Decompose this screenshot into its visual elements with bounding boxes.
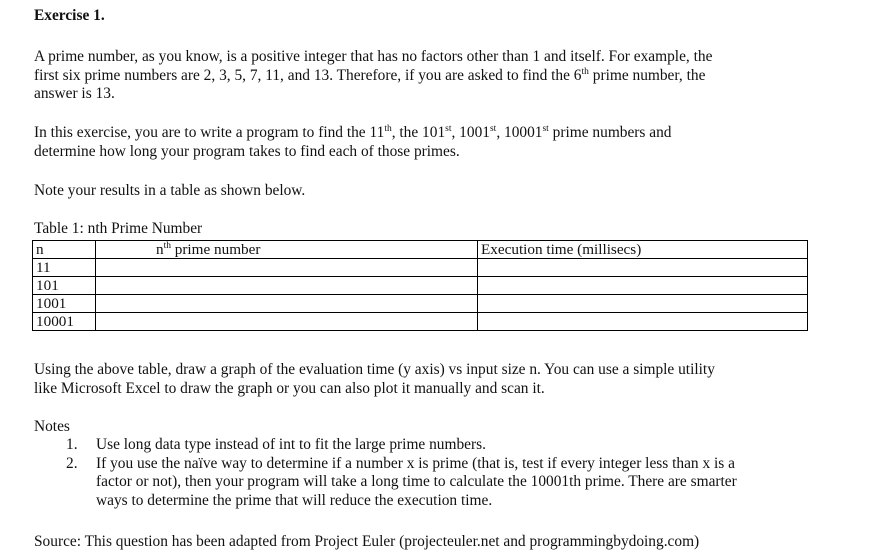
note-2-line-1: If you use the naïve way to determine if a number x is prime (that is, test if every integer less than x is a	[96, 454, 735, 472]
source-line: Source: This question has been adapted from Project Euler (projecteuler.net and programmingbydoing.com)	[34, 533, 700, 550]
table-row	[33, 259, 808, 277]
intro-line-2	[34, 67, 814, 86]
cell-time	[478, 295, 808, 313]
list-number: 2.	[66, 454, 78, 472]
note-2-line-2: factor or not), then your program will take a long time to calculate the 10001th prime. There are smarter	[96, 473, 737, 490]
task-paragraph	[34, 124, 814, 161]
exercise-title: Exercise 1.	[34, 7, 105, 24]
task-sup-1: th	[384, 124, 392, 134]
cell-time	[478, 313, 808, 331]
task-text-b: , the 101	[391, 124, 446, 141]
task-sup-2: st	[445, 124, 452, 134]
graph-paragraph	[34, 361, 814, 398]
notes-list	[34, 436, 737, 510]
cell-prime	[96, 295, 478, 313]
note-2-line-3: ways to determine the prime that will reduce the execution time.	[96, 491, 493, 509]
table-row	[33, 295, 808, 313]
cell-n: 11	[33, 259, 96, 277]
task-text-c: , 1001	[451, 124, 490, 141]
cell-n: 101	[33, 277, 96, 295]
cell-n: 1001	[33, 295, 96, 313]
list-number: 1.	[66, 436, 78, 453]
header-prime-sup: th	[163, 241, 171, 251]
notes-heading: Notes	[34, 418, 70, 435]
graph-line-2: like Microsoft Excel to draw the graph or you can also plot it manually and scan it.	[34, 379, 545, 397]
table-row	[33, 313, 808, 331]
nth-prime-table	[32, 240, 808, 331]
graph-line-1: Using the above table, draw a graph of the evaluation time (y axis) vs input size n. You can use a simple utility	[34, 361, 715, 378]
intro-line-2-text: first six prime numbers are 2, 3, 5, 7, 11, and 13. Therefore, if you are asked to find the 6	[34, 66, 582, 84]
task-text-d: , 10001	[496, 124, 543, 141]
cell-n: 10001	[33, 313, 96, 331]
list-item	[34, 436, 737, 455]
task-line-1	[34, 124, 814, 143]
header-n: n	[33, 241, 96, 259]
task-sup-4: st	[542, 124, 549, 134]
header-prime-n: n	[156, 241, 164, 258]
table-caption: Table 1: nth Prime Number	[34, 220, 203, 237]
cell-prime	[96, 277, 478, 295]
table-row	[33, 277, 808, 295]
task-text-a: In this exercise, you are to write a program to find the 11	[34, 124, 385, 141]
header-prime	[96, 241, 478, 259]
task-text-e: prime numbers and	[548, 124, 672, 141]
intro-paragraph	[34, 48, 814, 104]
task-sup-3: st	[489, 124, 497, 134]
intro-line-1: A prime number, as you know, is a positive integer that has no factors other than 1 and itself. For example, the	[34, 48, 713, 65]
cell-time	[478, 259, 808, 277]
intro-line-3: answer is 13.	[34, 85, 115, 102]
list-item	[34, 455, 737, 511]
table-header-row	[33, 241, 808, 259]
note-1-line-1: Use long data type instead of int to fit the large prime numbers.	[96, 436, 486, 453]
cell-prime	[96, 259, 478, 277]
intro-line-2-end: prime number, the	[588, 66, 706, 84]
cell-time	[478, 277, 808, 295]
header-time: Execution time (millisecs)	[478, 241, 808, 259]
header-prime-rest: prime number	[170, 241, 261, 258]
intro-sup: th	[581, 66, 589, 77]
task-line-2: determine how long your program takes to find each of those primes.	[34, 142, 460, 160]
cell-prime	[96, 313, 478, 331]
note-results: Note your results in a table as shown below.	[34, 182, 306, 199]
